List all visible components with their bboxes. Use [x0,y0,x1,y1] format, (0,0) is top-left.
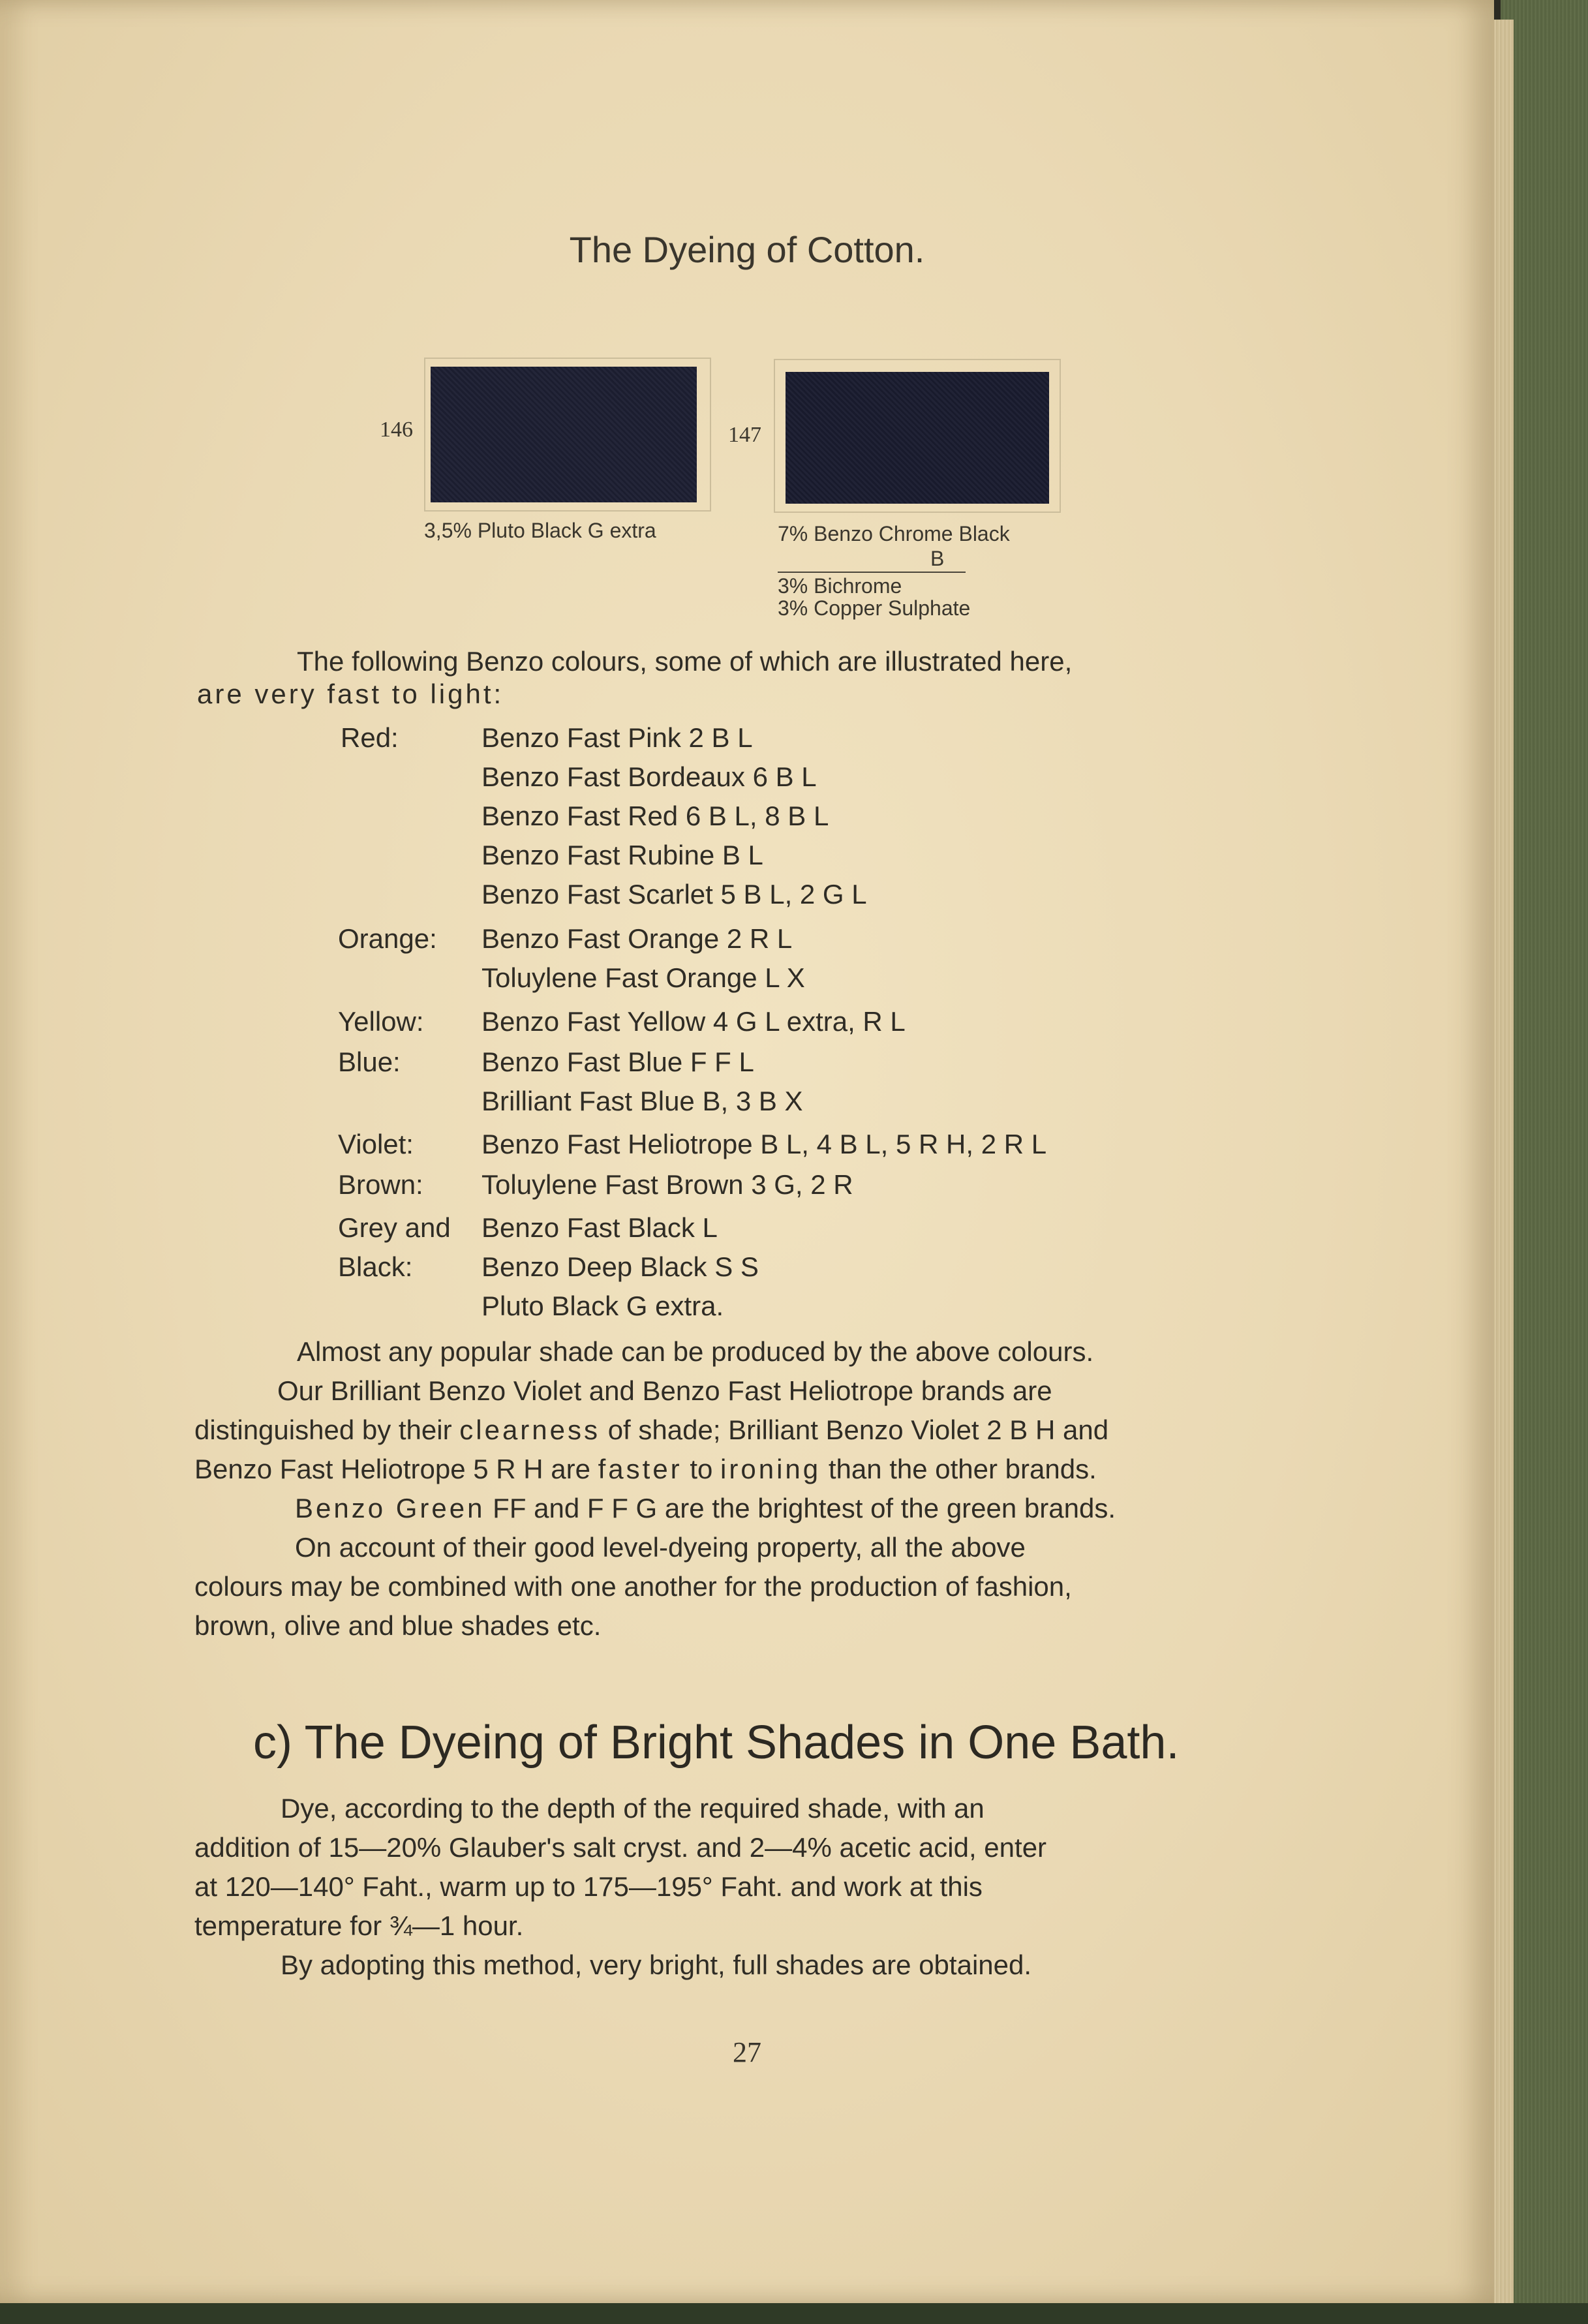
intro-line-1: The following Benzo colours, some of which are illustrated here, [297,646,1073,677]
p2-text-e: than the other brands. [828,1454,1097,1484]
red-item-2: Benzo Fast Bordeaux 6 B L [481,761,817,792]
sample-extra-line-1: 3% Bichrome [778,574,902,598]
orange-item-2: Toluylene Fast Orange L X [481,962,805,993]
label-blue: Blue: [338,1047,401,1077]
yellow-item-1: Benzo Fast Yellow 4 G L extra, R L [481,1006,906,1037]
red-item-1: Benzo Fast Pink 2 B L [481,722,753,753]
red-item-5: Benzo Fast Scarlet 5 B L, 2 G L [481,879,867,910]
p2-spaced-clearness: clearness [459,1414,601,1445]
paragraph-2-line-1: Our Brilliant Benzo Violet and Benzo Fast Heliotrope brands are [277,1375,1052,1406]
paragraph-1: Almost any popular shade can be produced by the above colours. [297,1336,1094,1367]
red-item-4: Benzo Fast Rubine B L [481,840,763,870]
paragraph-2-line-3 [194,1454,1097,1485]
paragraph-4-line-2: colours may be combined with one another for the production of fashion, [194,1571,1072,1602]
label-red: Red: [341,722,399,753]
p2-text-d: Benzo Fast Heliotrope 5 R H are [194,1454,590,1484]
label-orange: Orange: [338,923,437,954]
intro-line-2: are very fast to light: [197,679,504,709]
violet-item-1: Benzo Fast Heliotrope B L, 4 B L, 5 R H, 2 R L [481,1129,1047,1159]
sample-caption-146: 3,5% Pluto Black G extra [424,519,656,542]
sample-caption-147-sub: B [930,547,945,570]
brown-item-1: Toluylene Fast Brown 3 G, 2 R [481,1169,853,1200]
section-line-5: By adopting this method, very bright, full shades are obtained. [281,1949,1032,1980]
section-line-4: temperature for ¾—1 hour. [194,1910,524,1941]
p2-text-to: to [690,1454,713,1484]
caption-rule [778,572,966,573]
p3-spaced-benzo-green: Benzo Green [295,1493,485,1523]
label-violet: Violet: [338,1129,414,1159]
grey-item-1: Benzo Fast Black L [481,1212,718,1243]
section-line-2: addition of 15—20% Glauber's salt cryst. and 2—4% acetic acid, enter [194,1832,1047,1863]
page-title: The Dyeing of Cotton. [569,229,925,270]
label-yellow: Yellow: [338,1006,424,1037]
p2-text-c: of shade; Brilliant Benzo Violet 2 B H and [607,1414,1109,1445]
black-item-2: Pluto Black G extra. [481,1291,724,1321]
p3-text: FF and F F G are the brightest of the green brands. [493,1493,1116,1523]
page-number: 27 [733,2036,761,2068]
blue-item-2: Brilliant Fast Blue B, 3 B X [481,1086,803,1116]
label-brown: Brown: [338,1169,423,1200]
book-bottom-edge [0,2303,1588,2324]
paragraph-4-line-1: On account of their good level-dyeing property, all the above [295,1532,1026,1563]
p2-text-a: distinguished by their [194,1414,452,1445]
sample-number-146: 146 [380,418,413,442]
section-line-3: at 120—140° Faht., warm up to 175—195° Faht. and work at this [194,1871,983,1902]
p2-spaced-faster: faster [598,1454,682,1484]
orange-item-1: Benzo Fast Orange 2 R L [481,923,793,954]
sample-extra-line-2: 3% Copper Sulphate [778,596,971,620]
fabric-swatch-146 [431,367,697,502]
paragraph-2-line-2 [194,1414,1108,1446]
black-item-1: Benzo Deep Black S S [481,1251,759,1282]
label-grey: Grey and [338,1212,451,1243]
sample-caption-147: 7% Benzo Chrome Black [778,522,1010,545]
paragraph-3 [295,1493,1116,1524]
p2-spaced-ironing: ironing [720,1454,821,1484]
sample-number-147: 147 [728,423,761,447]
section-heading: c) The Dyeing of Bright Shades in One Bath. [253,1717,1180,1769]
blue-item-1: Benzo Fast Blue F F L [481,1047,754,1077]
section-line-1: Dye, according to the depth of the required shade, with an [281,1793,985,1824]
label-black: Black: [338,1251,413,1282]
paragraph-4-line-3: brown, olive and blue shades etc. [194,1610,602,1641]
red-item-3: Benzo Fast Red 6 B L, 8 B L [481,801,829,831]
book-cover [1501,0,1588,2324]
fabric-swatch-147 [786,372,1049,504]
